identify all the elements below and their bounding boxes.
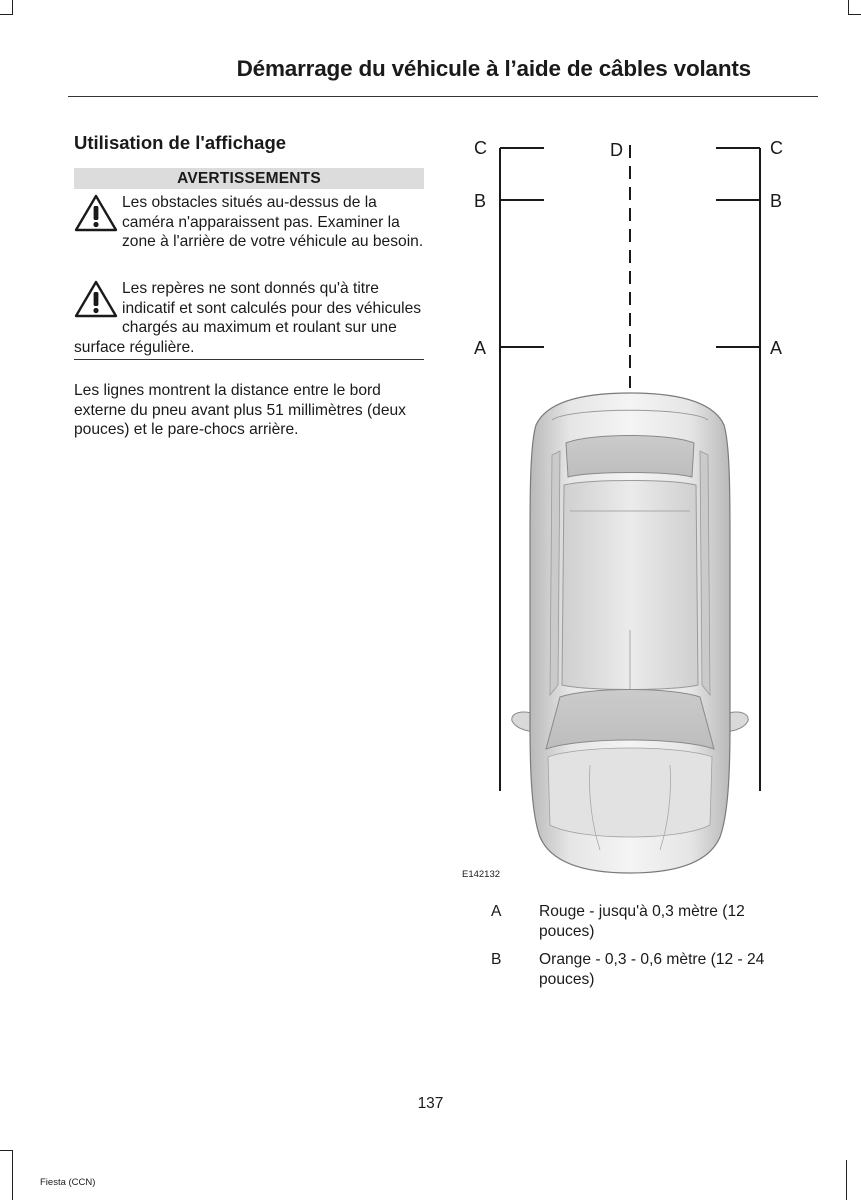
body-paragraph: Les lignes montrent la distance entre le bord externe du pneu avant plus 51 millimètres (deux pouces) et le pare-chocs arrière. xyxy=(74,382,406,438)
label-b-left: B xyxy=(474,191,487,211)
header-divider xyxy=(68,96,818,97)
crop-mark xyxy=(12,0,13,14)
crop-mark xyxy=(0,14,13,15)
legend-description: Orange - 0,3 - 0,6 mètre (12 - 24 pouces) xyxy=(539,951,765,988)
warning-triangle-icon xyxy=(74,279,118,319)
crop-mark xyxy=(848,14,861,15)
warnings-divider xyxy=(74,359,424,360)
page-title: Démarrage du véhicule à l’aide de câbles volants xyxy=(236,56,751,81)
crop-mark xyxy=(12,1150,13,1200)
label-d: D xyxy=(610,140,623,160)
legend-item-b xyxy=(488,950,798,989)
legend-key: B xyxy=(491,951,502,968)
label-c-right: C xyxy=(770,138,783,158)
warning-item xyxy=(74,279,424,357)
label-c-left: C xyxy=(474,138,487,158)
legend-key: A xyxy=(491,903,502,920)
parking-guidelines-figure xyxy=(460,125,800,885)
warning-text: Les obstacles situés au-dessus de la caméra n'apparaissent pas. Examiner la zone à l'arrière de votre véhicule au besoin. xyxy=(122,194,424,250)
car-top-view-illustration xyxy=(512,393,748,873)
warning-item xyxy=(74,193,424,252)
warning-triangle-icon xyxy=(74,193,118,233)
footer-model: Fiesta (CCN) xyxy=(40,1177,96,1188)
crop-mark xyxy=(848,0,849,14)
page-number: 137 xyxy=(417,1095,444,1112)
label-b-right: B xyxy=(770,191,783,211)
guidelines-diagram xyxy=(460,125,800,885)
legend-description: Rouge - jusqu'à 0,3 mètre (12 pouces) xyxy=(539,903,745,940)
figure-code: E142132 xyxy=(462,869,501,880)
label-a-right: A xyxy=(770,338,783,358)
crop-mark xyxy=(846,1160,847,1200)
warnings-heading: AVERTISSEMENTS xyxy=(74,168,424,189)
warning-text: Les repères ne sont donnés qu'à titre indicatif et sont calculés pour des véhicules chargés au maximum et roulant sur une surface régulière. xyxy=(74,280,422,356)
figure-legend xyxy=(488,902,798,989)
label-a-left: A xyxy=(474,338,487,358)
legend-item-a xyxy=(488,902,798,941)
section-title: Utilisation de l'affichage xyxy=(74,132,287,153)
